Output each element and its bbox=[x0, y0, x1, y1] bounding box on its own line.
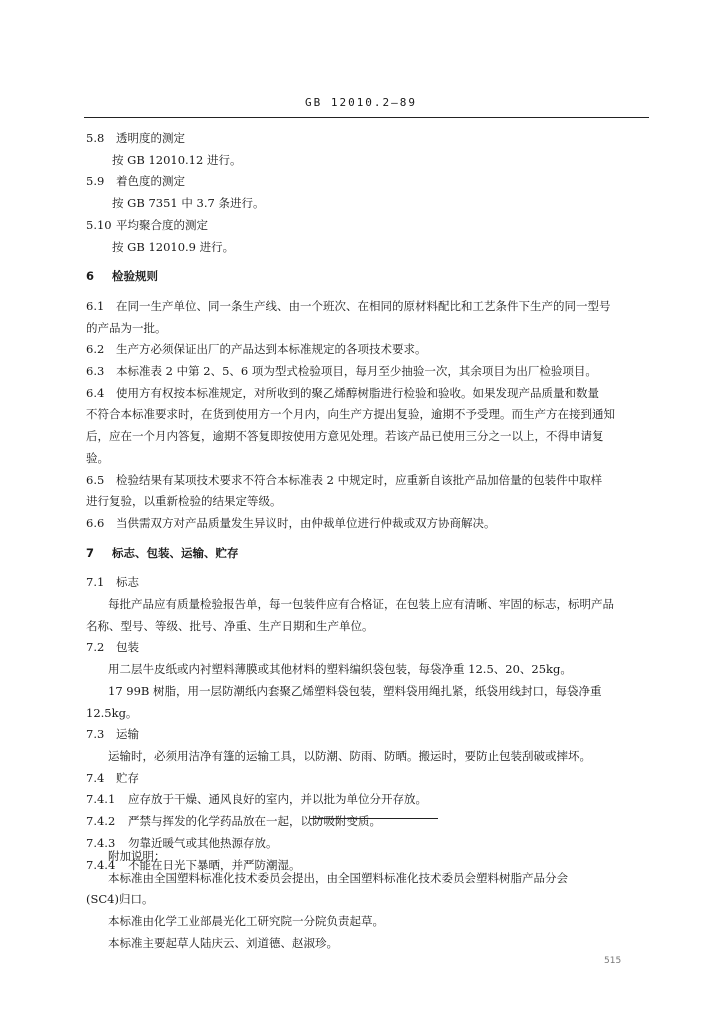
additional-notes bbox=[86, 846, 656, 955]
clause-number: 6.5 bbox=[86, 472, 105, 487]
clause-text-line: 用二层牛皮纸或内衬塑料薄膜或其他材料的塑料编织袋包装，每袋净重 12.5、20、25kg。 bbox=[108, 662, 572, 677]
note-line: 本标准由全国塑料标准化技术委员会提出，由全国塑料标准化技术委员会塑料树脂产品分会 bbox=[108, 870, 568, 885]
clause-text-line: 进行复验，以重新检验的结果定等级。 bbox=[86, 494, 282, 509]
clause-body: 按 GB 7351 中 3.7 条进行。 bbox=[112, 196, 265, 211]
clause-number: 6.2 bbox=[86, 342, 105, 357]
clause-title: 标志 bbox=[116, 575, 139, 590]
clause-number: 7.3 bbox=[86, 727, 105, 742]
section-title: 标志、包装、运输、贮存 bbox=[112, 545, 239, 560]
clause-number: 7.4.3 bbox=[86, 835, 116, 850]
clause-number: 6.4 bbox=[86, 385, 105, 400]
section-5-8 bbox=[86, 128, 656, 171]
clause-text-line: 12.5kg。 bbox=[86, 705, 138, 720]
clause-text-line: 检验结果有某项技术要求不符合本标准表 2 中规定时，应重新自该批产品加倍量的包装件中取样 bbox=[116, 472, 603, 487]
clause-number: 6.6 bbox=[86, 515, 105, 530]
section-number: 6 bbox=[86, 269, 95, 284]
clause-text-line: 的产品为一批。 bbox=[86, 320, 167, 335]
section-title: 检验规则 bbox=[112, 269, 158, 284]
clause-number: 7.2 bbox=[86, 640, 105, 655]
clause-number: 7.1 bbox=[86, 575, 105, 590]
clause-7-3 bbox=[86, 724, 656, 767]
clause-text-line: 勿靠近暖气或其他热源存放。 bbox=[128, 835, 278, 850]
clause-title: 运输 bbox=[116, 727, 139, 742]
clause-text-line: 使用方有权按本标准规定，对所收到的聚乙烯醇树脂进行检验和验收。如果发现产品质量和数量 bbox=[116, 385, 599, 400]
clause-number: 7.4.4 bbox=[86, 857, 116, 872]
clause-text-line: 当供需双方对产品质量发生异议时，由仲裁单位进行仲裁或双方协商解决。 bbox=[116, 515, 496, 530]
clause-number: 6.3 bbox=[86, 364, 105, 379]
clause-6-2 bbox=[86, 339, 656, 361]
section-7-heading bbox=[86, 543, 656, 565]
header-rule bbox=[84, 117, 649, 118]
clause-number: 7.4 bbox=[86, 770, 105, 785]
clause-title: 透明度的测定 bbox=[116, 131, 185, 145]
clause-text-line: 名称、型号、等级、批号、净重、生产日期和生产单位。 bbox=[86, 618, 374, 633]
document-body bbox=[86, 128, 656, 876]
note-line: 本标准主要起草人陆庆云、刘道德、赵淑珍。 bbox=[108, 935, 338, 950]
section-number: 7 bbox=[86, 545, 95, 560]
section-6-heading bbox=[86, 266, 656, 288]
clause-number: 5.9 bbox=[86, 174, 105, 189]
clause-6-6 bbox=[86, 513, 656, 535]
standard-code-header: GB 12010.2—89 bbox=[304, 96, 418, 109]
note-line: 本标准由化学工业部晨光化工研究院一分院负责起草。 bbox=[108, 914, 384, 929]
clause-title: 贮存 bbox=[116, 770, 139, 785]
section-separator bbox=[310, 818, 438, 819]
clause-body: 按 GB 12010.9 进行。 bbox=[112, 239, 235, 254]
clause-text-line: 验。 bbox=[86, 450, 109, 465]
notes-title: 附加说明： bbox=[108, 849, 166, 863]
section-5-10 bbox=[86, 215, 656, 258]
clause-text-line: 不符合本标准要求时，在货到使用方一个月内，向生产方提出复验，逾期不予受理。而生产方在接到通知 bbox=[86, 407, 615, 422]
clause-body: 按 GB 12010.12 进行。 bbox=[112, 152, 242, 167]
clause-7-1 bbox=[86, 572, 656, 637]
clause-6-5 bbox=[86, 470, 656, 513]
clause-6-3 bbox=[86, 361, 656, 383]
clause-text-line: 每批产品应有质量检验报告单，每一包装件应有合格证，在包装上应有清晰、牢固的标志，标明产品 bbox=[108, 597, 614, 612]
clause-7-2 bbox=[86, 637, 656, 724]
clause-text-line: 应存放于干燥、通风良好的室内，并以批为单位分开存放。 bbox=[128, 792, 427, 807]
clause-text-line: 生产方必须保证出厂的产品达到本标准规定的各项技术要求。 bbox=[116, 342, 427, 357]
section-5-9 bbox=[86, 171, 656, 214]
clause-number: 7.4.2 bbox=[86, 814, 116, 829]
clause-number: 6.1 bbox=[86, 298, 105, 313]
clause-text-line: 严禁与挥发的化学药品放在一起，以防吸附变质。 bbox=[128, 814, 381, 829]
clause-number: 5.10 bbox=[86, 217, 112, 232]
clause-number: 7.4.1 bbox=[86, 792, 116, 807]
clause-text-line: 本标准表 2 中第 2、5、6 项为型式检验项目，每月至少抽验一次，其余项目为出厂检验项目。 bbox=[116, 364, 597, 379]
note-line: (SC4)归口。 bbox=[86, 892, 154, 907]
clause-text-line: 在同一生产单位、同一条生产线、由一个班次、在相同的原材料配比和工艺条件下生产的同一型号 bbox=[116, 298, 611, 313]
clause-text-line: 后，应在一个月内答复，逾期不答复即按使用方意见处理。若该产品已使用三分之一以上，不得申请复 bbox=[86, 429, 604, 444]
clause-text-line: 17 99B 树脂，用一层防潮纸内套聚乙烯塑料袋包装，塑料袋用绳扎紧，纸袋用线封口，每袋净重 bbox=[108, 683, 602, 698]
clause-6-1 bbox=[86, 296, 656, 339]
clause-title: 平均聚合度的测定 bbox=[116, 217, 208, 232]
clause-text-line: 运输时，必须用洁净有篷的运输工具，以防潮、防雨、防晒。搬运时，要防止包装刮破或摔坏。 bbox=[108, 748, 591, 763]
clause-6-4 bbox=[86, 383, 656, 470]
clause-title: 包装 bbox=[116, 640, 139, 655]
page-number: 515 bbox=[604, 956, 622, 966]
clause-text-line: 不能在日光下暴晒，并严防潮湿。 bbox=[128, 857, 301, 872]
clause-title: 着色度的测定 bbox=[116, 174, 185, 189]
clause-number: 5.8 bbox=[86, 131, 105, 145]
